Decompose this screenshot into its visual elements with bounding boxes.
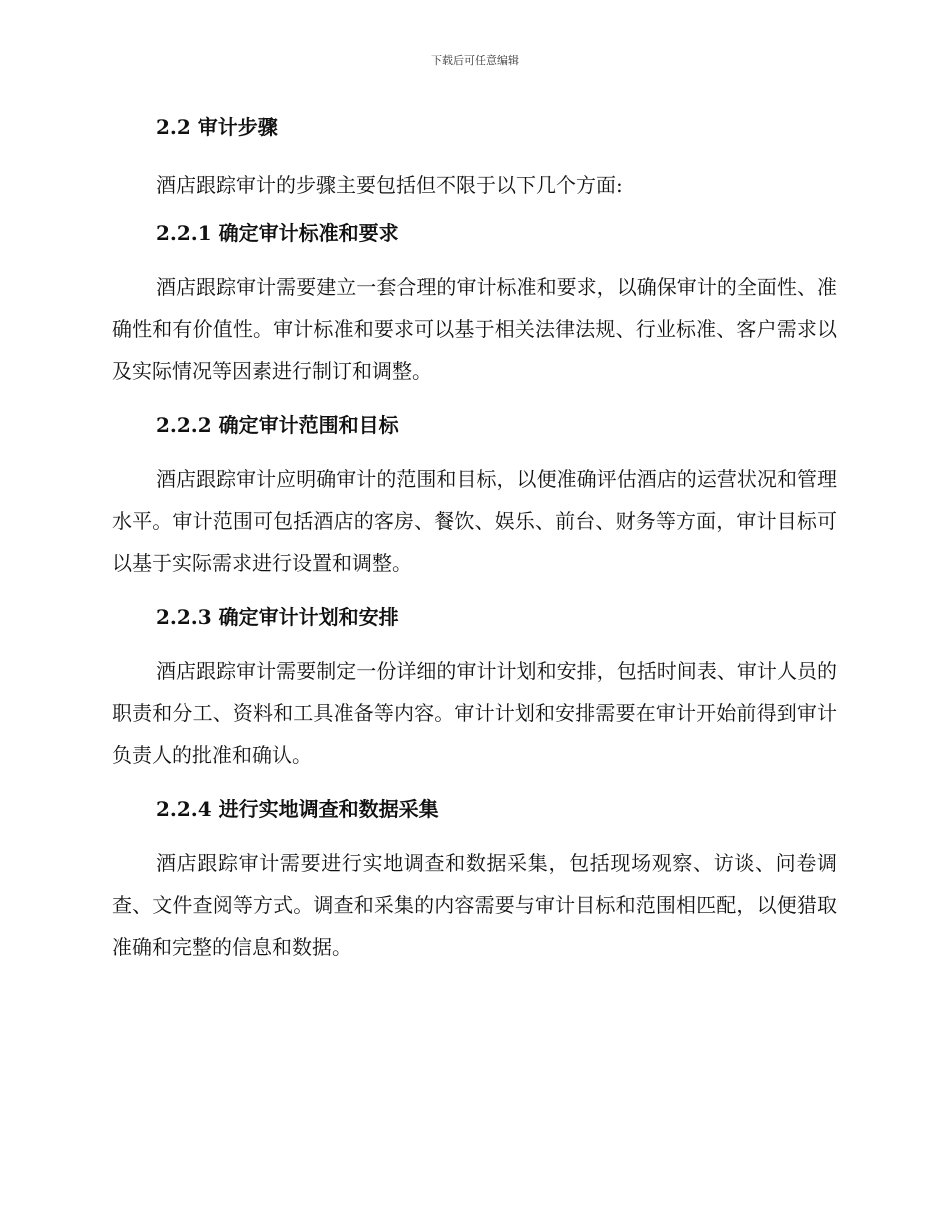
- document-body: [112, 108, 837, 982]
- subsection-heading-3: 2.2.3 确定审计计划和安排: [156, 605, 399, 629]
- subsection-heading-4: 2.2.4 进行实地调查和数据采集: [156, 797, 439, 821]
- page-header: 下载后可任意编辑: [431, 54, 519, 67]
- subsection-paragraph-3: 酒店跟踪审计需要制定一份详细的审计计划和安排，包括时间表、审计人员的职责和分工、资料和工具准备等内容。审计计划和安排需要在审计开始前得到审计负责人的批准和确认。: [112, 659, 837, 767]
- subsection-heading-2: 2.2.2 确定审计范围和目标: [156, 413, 399, 437]
- subsection-paragraph-2: 酒店跟踪审计应明确审计的范围和目标，以便准确评估酒店的运营状况和管理水平。审计范围可包括酒店的客房、餐饮、娱乐、前台、财务等方面，审计目标可以基于实际需求进行设置和调整。: [112, 467, 837, 575]
- subsection-heading-1: 2.2.1 确定审计标准和要求: [156, 221, 399, 245]
- subsection-paragraph-1: 酒店跟踪审计需要建立一套合理的审计标准和要求，以确保审计的全面性、准确性和有价值性。审计标准和要求可以基于相关法律法规、行业标准、客户需求以及实际情况等因素进行制订和调整。: [112, 275, 837, 383]
- section-intro: 酒店跟踪审计的步骤主要包括但不限于以下几个方面:: [156, 173, 623, 197]
- section-heading: 2.2 审计步骤: [156, 115, 278, 139]
- subsection-paragraph-4: 酒店跟踪审计需要进行实地调查和数据采集，包括现场观察、访谈、问卷调查、文件查阅等方式。调查和采集的内容需要与审计目标和范围相匹配，以便猎取准确和完整的信息和数据。: [112, 851, 837, 959]
